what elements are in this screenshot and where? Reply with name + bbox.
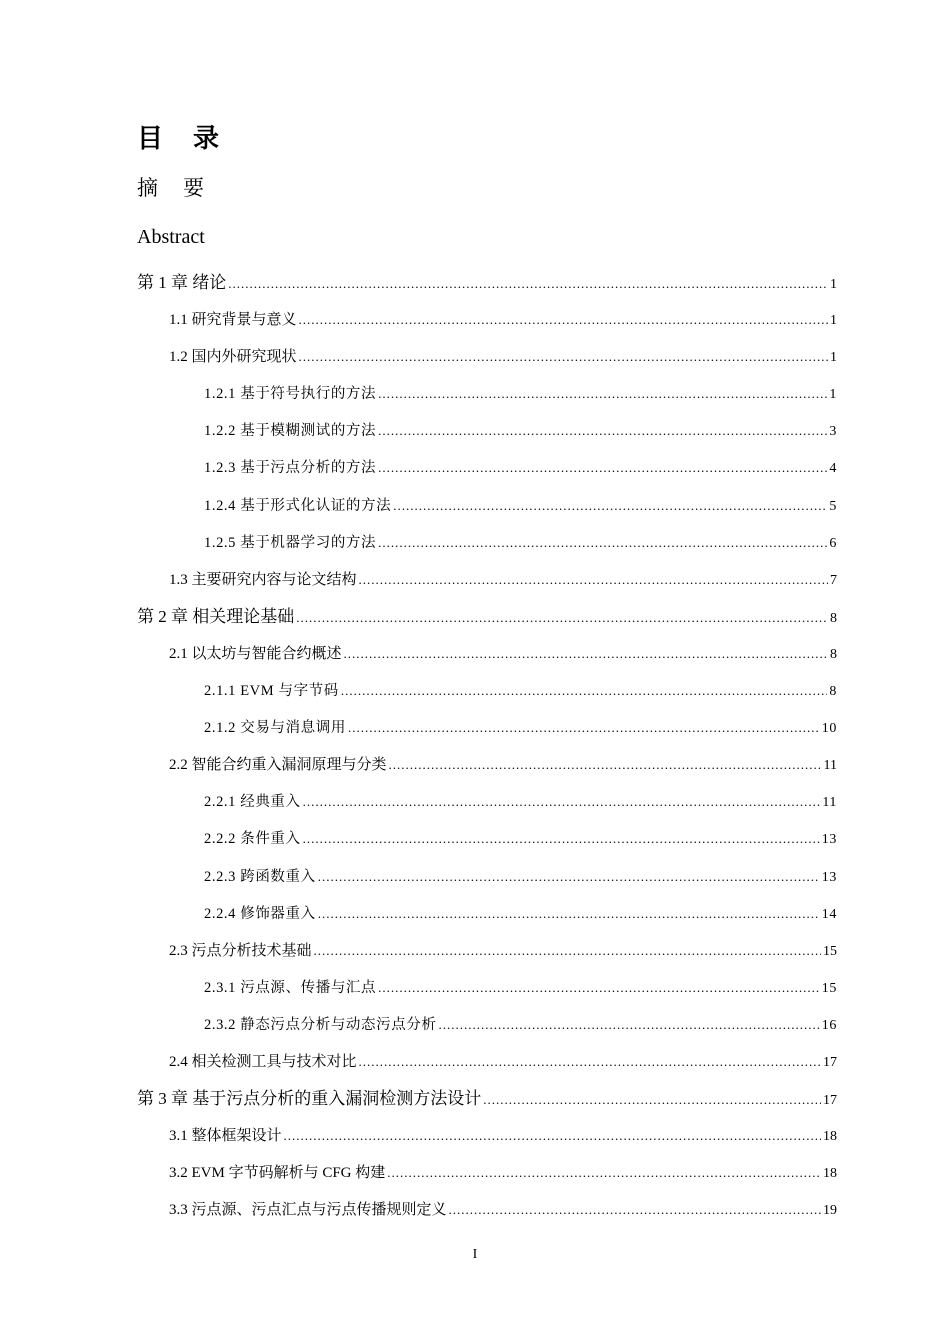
- toc-entry-title: 2.1.2 交易与消息调用: [204, 720, 346, 737]
- toc-entry-title: 第 1 章 绪论: [137, 273, 227, 292]
- toc-entry-page: 17: [823, 1054, 837, 1070]
- toc-entry-page: 15: [821, 980, 837, 996]
- toc-entry-page: 1: [829, 387, 837, 403]
- toc-entry[interactable]: [137, 672, 837, 709]
- toc-entry[interactable]: [137, 524, 837, 561]
- table-of-contents: [137, 264, 837, 1228]
- toc-entry-page: 16: [821, 1017, 837, 1033]
- dot-leader: [318, 895, 820, 932]
- toc-entry[interactable]: [137, 264, 837, 301]
- toc-entry[interactable]: [137, 412, 837, 449]
- toc-entry-page: 11: [822, 795, 837, 811]
- dot-leader: [359, 561, 828, 598]
- dot-leader: [378, 969, 820, 1006]
- toc-entry[interactable]: [137, 709, 837, 746]
- toc-entry[interactable]: [137, 1117, 837, 1154]
- toc-entry-title: 2.2.4 修饰器重入: [204, 905, 316, 922]
- toc-entry[interactable]: [137, 820, 837, 857]
- dot-leader: [344, 635, 828, 672]
- toc-entry-title: 2.2 智能合约重入漏洞原理与分类: [169, 757, 387, 774]
- toc-entry[interactable]: [137, 969, 837, 1006]
- toc-entry-page: 8: [830, 646, 837, 662]
- abstract-en-entry[interactable]: Abstract: [137, 226, 205, 248]
- toc-entry-page: 8: [829, 684, 837, 700]
- toc-entry-page: 15: [823, 943, 837, 959]
- dot-leader: [378, 412, 827, 449]
- toc-entry-page: 13: [821, 832, 837, 848]
- dot-leader: [303, 783, 821, 820]
- toc-entry-page: 6: [829, 535, 837, 551]
- toc-entry-title: 1.1 研究背景与意义: [169, 312, 297, 329]
- toc-entry-title: 1.2.4 基于形式化认证的方法: [204, 497, 392, 514]
- toc-entry[interactable]: [137, 1154, 837, 1191]
- dot-leader: [299, 301, 828, 338]
- abstract-cn-entry[interactable]: 摘 要: [137, 176, 206, 200]
- toc-entry-page: 14: [821, 906, 837, 922]
- dot-leader: [378, 449, 827, 486]
- toc-entry-page: 10: [821, 721, 837, 737]
- dot-leader: [393, 487, 827, 524]
- dot-leader: [378, 524, 827, 561]
- toc-entry-title: 第 2 章 相关理论基础: [137, 606, 295, 626]
- toc-entry-title: 1.2.1 基于符号执行的方法: [204, 386, 377, 403]
- dot-leader: [378, 375, 827, 412]
- dot-leader: [318, 858, 820, 895]
- toc-entry-title: 1.2.3 基于污点分析的方法: [204, 460, 377, 477]
- dot-leader: [341, 672, 828, 709]
- toc-entry-title: 2.2.2 条件重入: [204, 831, 301, 848]
- toc-entry-page: 18: [823, 1129, 837, 1145]
- toc-entry-title: 第 3 章 基于污点分析的重入漏洞检测方法设计: [137, 1089, 482, 1109]
- toc-entry-page: 1: [830, 350, 837, 366]
- toc-entry[interactable]: [137, 598, 837, 635]
- toc-entry-title: 3.1 整体框架设计: [169, 1128, 282, 1145]
- toc-entry[interactable]: [137, 301, 837, 338]
- toc-entry-page: 1: [830, 277, 837, 292]
- toc-entry-title: 1.2.2 基于模糊测试的方法: [204, 423, 377, 440]
- dot-leader: [299, 338, 828, 375]
- toc-entry[interactable]: [137, 487, 837, 524]
- toc-entry-title: 2.1 以太坊与智能合约概述: [169, 645, 342, 662]
- toc-entry-title: 2.2.1 经典重入: [204, 794, 301, 811]
- dot-leader: [359, 1043, 821, 1080]
- dot-leader: [449, 1191, 821, 1228]
- dot-leader: [439, 1006, 820, 1043]
- toc-heading: 目 录: [137, 124, 222, 153]
- dot-leader: [303, 820, 820, 857]
- toc-entry-page: 19: [823, 1203, 837, 1219]
- toc-entry-page: 3: [829, 424, 837, 440]
- toc-entry[interactable]: [137, 338, 837, 375]
- toc-entry-page: 13: [821, 869, 837, 885]
- dot-leader: [284, 1117, 821, 1154]
- toc-entry-page: 8: [830, 610, 837, 626]
- toc-entry-page: 11: [823, 758, 837, 774]
- toc-entry-title: 2.4 相关检测工具与技术对比: [169, 1053, 357, 1070]
- toc-entry[interactable]: [137, 1191, 837, 1228]
- toc-entry-title: 1.2 国内外研究现状: [169, 349, 297, 366]
- toc-entry-title: 2.3.1 污点源、传播与汇点: [204, 979, 377, 996]
- toc-entry-page: 18: [823, 1166, 837, 1182]
- dot-leader: [389, 746, 822, 783]
- toc-entry[interactable]: [137, 1043, 837, 1080]
- toc-entry-page: 7: [830, 572, 837, 588]
- dot-leader: [387, 1154, 821, 1191]
- toc-entry[interactable]: [137, 783, 837, 820]
- dot-leader: [314, 932, 821, 969]
- toc-entry-title: 1.2.5 基于机器学习的方法: [204, 534, 377, 551]
- toc-entry[interactable]: [137, 932, 837, 969]
- toc-entry-title: 2.3 污点分析技术基础: [169, 942, 312, 959]
- toc-entry[interactable]: [137, 1080, 837, 1117]
- dot-leader: [483, 1081, 821, 1118]
- dot-leader: [296, 599, 828, 636]
- toc-entry-title: 3.3 污点源、污点汇点与污点传播规则定义: [169, 1202, 447, 1219]
- toc-entry[interactable]: [137, 1006, 837, 1043]
- toc-entry-page: 17: [823, 1093, 837, 1109]
- toc-entry[interactable]: [137, 895, 837, 932]
- dot-leader: [228, 265, 828, 302]
- toc-entry-page: 1: [830, 313, 837, 329]
- toc-entry-title: 1.3 主要研究内容与论文结构: [169, 571, 357, 588]
- toc-entry-title: 3.2 EVM 字节码解析与 CFG 构建: [169, 1165, 386, 1182]
- toc-entry[interactable]: [137, 858, 837, 895]
- toc-entry-title: 2.1.1 EVM 与字节码: [204, 683, 339, 700]
- toc-entry[interactable]: [137, 561, 837, 598]
- toc-entry[interactable]: [137, 449, 837, 486]
- toc-entry-page: 5: [829, 498, 837, 514]
- toc-entry[interactable]: [137, 635, 837, 672]
- page-number: I: [472, 1247, 478, 1262]
- toc-entry-title: 2.3.2 静态污点分析与动态污点分析: [204, 1016, 437, 1033]
- toc-entry-page: 4: [829, 461, 837, 477]
- toc-entry-title: 2.2.3 跨函数重入: [204, 868, 316, 885]
- toc-entry[interactable]: [137, 746, 837, 783]
- toc-entry[interactable]: [137, 375, 837, 412]
- dot-leader: [348, 709, 820, 746]
